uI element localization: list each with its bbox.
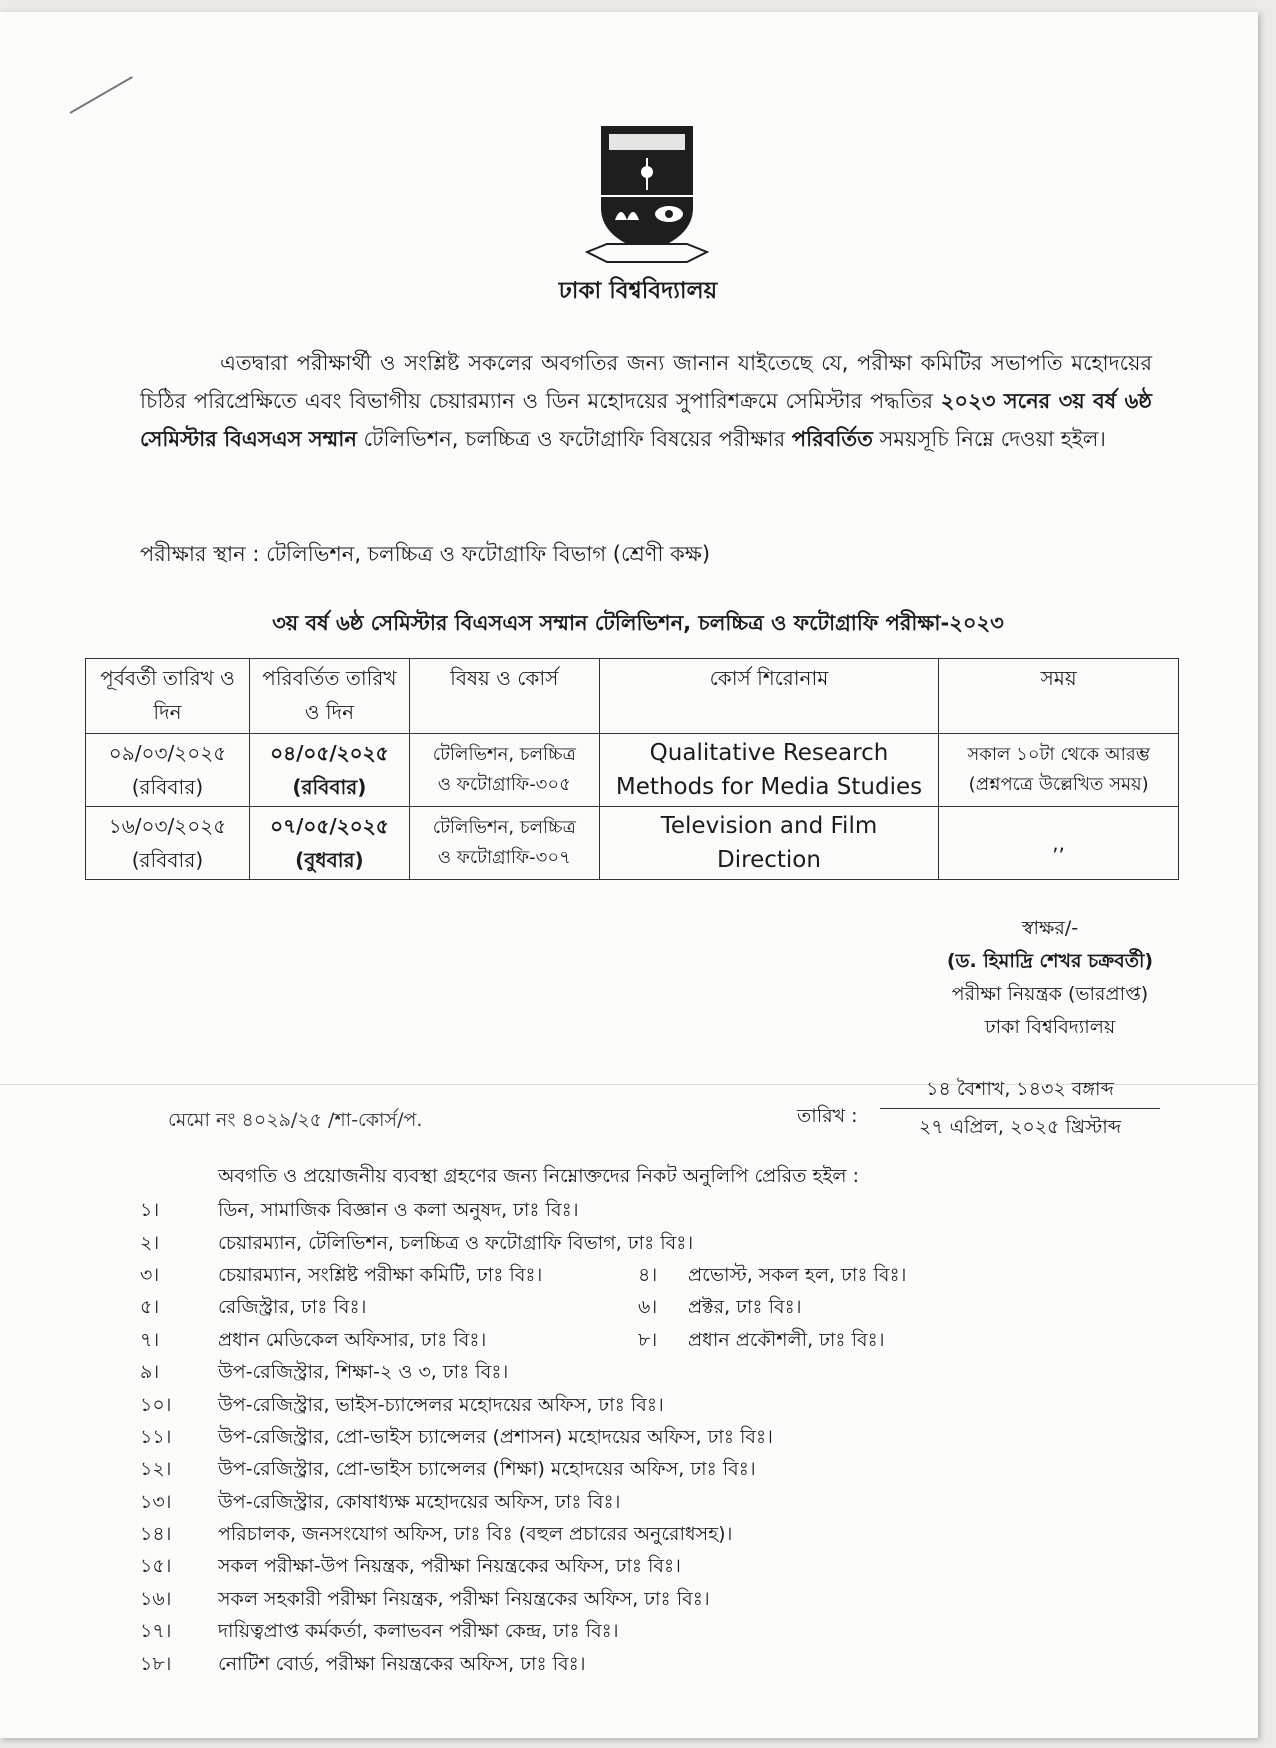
signature-block — [900, 912, 1200, 1044]
revised-date-cell — [249, 734, 409, 807]
list-item — [140, 1617, 1140, 1649]
date-bangla: ১৪ বৈশাখ, ১৪৩২ বঙ্গাব্দ — [880, 1072, 1160, 1109]
list-number: ১২। — [140, 1458, 172, 1481]
course-title-line2: Methods for Media Studies — [615, 774, 923, 800]
revised-day: (রবিবার) — [292, 775, 367, 799]
course-title-line2: Direction — [717, 847, 821, 873]
list-number: ৫। — [140, 1296, 160, 1319]
list-item — [140, 1228, 1140, 1260]
list-number: ১৫। — [140, 1555, 172, 1578]
notice-bold-1: ২০২৩ সনের ৩য় বর্ষ ৬ষ্ঠ সেমিস্টার বিএসএস সম্মান — [140, 389, 1152, 451]
list-number: ১৮। — [140, 1652, 172, 1675]
notice-paragraph — [140, 344, 1152, 458]
list-number: ৪। — [638, 1263, 658, 1286]
list-text: সকল পরীক্ষা-উপ নিয়ন্ত্রক, পরীক্ষা নিয়ন্ত্রকের অফিস, ঢাঃ বিঃ। — [218, 1555, 681, 1578]
header-previous-date: পূর্ববর্তী তারিখ ও দিন — [86, 659, 250, 734]
list-text: সকল সহকারী পরীক্ষা নিয়ন্ত্রক, পরীক্ষা নিয়ন্ত্রকের অফিস, ঢাঃ বিঃ। — [218, 1587, 710, 1610]
copy-distribution-intro: অবগতি ও প্রয়োজনীয় ব্যবস্থা গ্রহণের জন্য নিম্নোক্তদের নিকট অনুলিপি প্রেরিত হইল : — [218, 1165, 860, 1187]
list-text: প্রভোস্ট, সকল হল, ঢাঃ বিঃ। — [688, 1263, 907, 1286]
list-text: নোটিশ বোর্ড, পরীক্ষা নিয়ন্ত্রকের অফিস, ঢাঃ বিঃ। — [218, 1652, 586, 1675]
previous-day: (রবিবার) — [131, 775, 204, 799]
list-item — [140, 1261, 1140, 1293]
course-title-line1: Qualitative Research — [649, 740, 889, 766]
list-text: উপ-রেজিস্ট্রার, প্রো-ভাইস চ্যান্সেলর (প্রশাসন) মহোদয়ের অফিস, ঢাঃ বিঃ। — [218, 1425, 773, 1448]
signatory-organization: ঢাকা বিশ্ববিদ্যালয় — [984, 1016, 1116, 1038]
course-title-cell — [599, 807, 939, 880]
notice-text-1: এতদ্বারা পরীক্ষার্থী ও সংশ্লিষ্ট সকলের অবগতির জন্য জানান যাইতেছে যে, পরীক্ষা কমিটির সভাপতি মহোদয়ের চিঠির পরিপ্রেক্ষিতে এবং বিভাগীয় চেয়ারম্যান ও ডিন মহোদয়ের সুপারিশক্রমে সেমিস্টার পদ্ধতির — [140, 351, 1152, 413]
revised-date: ০৭/০৫/২০২৫ — [270, 814, 389, 838]
list-text: প্রক্টর, ঢাঃ বিঃ। — [688, 1296, 802, 1319]
table-row — [86, 734, 1179, 807]
table-row — [86, 807, 1179, 880]
list-item — [140, 1649, 1140, 1681]
exam-time-note: (প্রশ্নপত্রে উল্লেখিত সময়) — [968, 774, 1149, 795]
header-time: সময় — [939, 659, 1179, 734]
exam-venue: পরীক্ষার স্থান : টেলিভিশন, চলচ্চিত্র ও ফটোগ্রাফি বিভাগ (শ্রেণী কক্ষ) — [140, 542, 711, 566]
university-name-heading: ঢাকা বিশ্ববিদ্যালয় — [558, 278, 718, 304]
list-number: ২। — [140, 1231, 160, 1254]
memo-number: মেমো নং ৪০২৯/২৫ /শা-কোর্স/প. — [168, 1109, 423, 1131]
list-text: প্রধান প্রকৌশলী, ঢাঃ বিঃ। — [688, 1328, 885, 1351]
list-item — [140, 1520, 1140, 1552]
staple-mark — [70, 76, 133, 114]
course-title-line1: Television and Film — [660, 813, 878, 839]
list-text: চেয়ারম্যান, সংশ্লিষ্ট পরীক্ষা কমিটি, ঢাঃ বিঃ। — [218, 1263, 543, 1286]
revised-day: (বুধবার) — [295, 848, 364, 872]
list-number: ৬। — [638, 1296, 658, 1319]
list-text: ডিন, সামাজিক বিজ্ঞান ও কলা অনুষদ, ঢাঃ বিঃ। — [218, 1199, 579, 1222]
course-cell — [409, 734, 599, 807]
list-item — [140, 1196, 1140, 1228]
revised-date: ০৪/০৫/২০২৫ — [270, 741, 389, 765]
previous-date-cell — [86, 734, 250, 807]
exam-time-ditto: ,, — [1052, 831, 1065, 855]
list-text: চেয়ারম্যান, টেলিভিশন, চলচ্চিত্র ও ফটোগ্রাফি বিভাগ, ঢাঃ বিঃ। — [218, 1231, 694, 1254]
course-cell — [409, 807, 599, 880]
notice-bold-2: পরিবর্তিত — [791, 427, 873, 451]
list-text: উপ-রেজিস্ট্রার, ভাইস-চ্যান্সেলর মহোদয়ের অফিস, ঢাঃ বিঃ। — [218, 1393, 664, 1416]
list-item — [140, 1326, 1140, 1358]
exam-schedule-title: ৩য় বর্ষ ৬ষ্ঠ সেমিস্টার বিএসএস সম্মান টেলিভিশন, চলচ্চিত্র ও ফটোগ্রাফি পরীক্ষা-২০২৩ — [272, 611, 1004, 635]
signature-label: স্বাক্ষর/- — [1021, 917, 1079, 939]
list-number: ৭। — [140, 1328, 160, 1351]
list-number: ১। — [140, 1199, 160, 1222]
course-subject: টেলিভিশন, চলচ্চিত্র — [432, 744, 576, 765]
list-number: ১৪। — [140, 1523, 172, 1546]
notice-text-3: সময়সূচি নিম্নে দেওয়া হইল। — [872, 427, 1106, 451]
table-header-row — [86, 659, 1179, 734]
list-number: ১৩। — [140, 1490, 172, 1513]
exam-time: সকাল ১০টা থেকে আরম্ভ — [967, 744, 1150, 765]
list-item — [140, 1585, 1140, 1617]
header-subject-course: বিষয় ও কোর্স — [409, 659, 599, 734]
schedule-table — [85, 658, 1179, 880]
revised-date-cell — [249, 807, 409, 880]
list-text: প্রধান মেডিকেল অফিসার, ঢাঃ বিঃ। — [218, 1328, 487, 1351]
course-code: ও ফটোগ্রাফি-৩০৫ — [437, 774, 571, 795]
list-text: দায়িত্বপ্রাপ্ত কর্মকর্তা, কলাভবন পরীক্ষা কেন্দ্র, ঢাঃ বিঃ। — [218, 1620, 619, 1643]
list-number: ১০। — [140, 1393, 172, 1416]
course-subject: টেলিভিশন, চলচ্চিত্র — [432, 817, 576, 838]
list-item — [140, 1488, 1140, 1520]
header-course-title: কোর্স শিরোনাম — [599, 659, 939, 734]
list-text: পরিচালক, জনসংযোগ অফিস, ঢাঃ বিঃ (বহুল প্রচারের অনুরোধসহ)। — [218, 1523, 733, 1546]
list-number: ৮। — [638, 1328, 658, 1351]
date-english: ২৭ এপ্রিল, ২০২৫ খ্রিস্টাব্দ — [918, 1116, 1122, 1138]
header-revised-date: পরিবর্তিত তারিখ ও দিন — [249, 659, 409, 734]
list-item — [140, 1552, 1140, 1584]
list-item — [140, 1358, 1140, 1390]
list-number: ৯। — [140, 1361, 160, 1384]
previous-date-cell — [86, 807, 250, 880]
course-code: ও ফটোগ্রাফি-৩০৭ — [437, 847, 571, 868]
date-block — [880, 1072, 1160, 1145]
previous-day: (রবিবার) — [131, 848, 204, 872]
list-item — [140, 1390, 1140, 1422]
previous-date: ১৬/০৩/২০২৫ — [108, 814, 227, 838]
previous-date: ০৯/০৩/২০২৫ — [108, 741, 227, 765]
university-crest-logo — [585, 120, 709, 270]
list-number: ১৬। — [140, 1587, 172, 1610]
signatory-name: (ড. হিমাদ্রি শেখর চক্রবর্তী) — [946, 950, 1154, 972]
signatory-designation: পরীক্ষা নিয়ন্ত্রক (ভারপ্রাপ্ত) — [951, 983, 1149, 1005]
date-label: তারিখ : — [797, 1105, 858, 1127]
list-text: রেজিস্ট্রার, ঢাঃ বিঃ। — [218, 1296, 367, 1319]
list-number: ৩। — [140, 1263, 160, 1286]
copy-distribution-list — [140, 1196, 1140, 1682]
list-text: উপ-রেজিস্ট্রার, শিক্ষা-২ ও ৩, ঢাঃ বিঃ। — [218, 1361, 509, 1384]
list-number: ১১। — [140, 1425, 172, 1448]
list-item — [140, 1455, 1140, 1487]
list-item — [140, 1423, 1140, 1455]
notice-text-2: টেলিভিশন, চলচ্চিত্র ও ফটোগ্রাফি বিষয়ের পরীক্ষার — [356, 427, 792, 451]
course-title-cell — [599, 734, 939, 807]
list-number: ১৭। — [140, 1620, 172, 1643]
list-item — [140, 1293, 1140, 1325]
time-cell — [939, 807, 1179, 880]
list-text: উপ-রেজিস্ট্রার, কোষাধ্যক্ষ মহোদয়ের অফিস, ঢাঃ বিঃ। — [218, 1490, 621, 1513]
list-text: উপ-রেজিস্ট্রার, প্রো-ভাইস চ্যান্সেলর (শিক্ষা) মহোদয়ের অফিস, ঢাঃ বিঃ। — [218, 1458, 756, 1481]
time-cell — [939, 734, 1179, 807]
